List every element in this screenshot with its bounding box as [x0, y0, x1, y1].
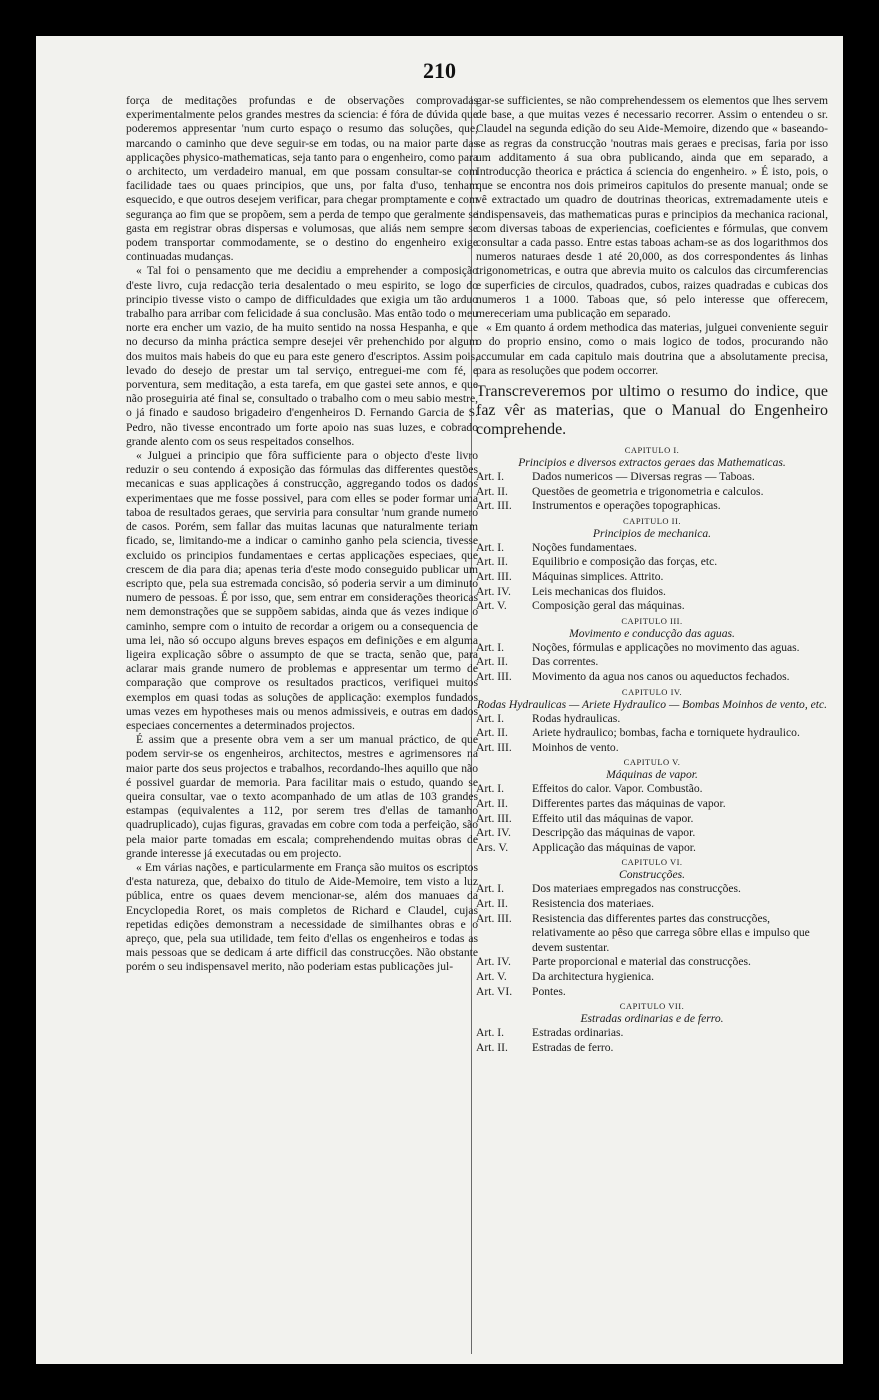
article-number: Art. II.: [476, 896, 508, 910]
article-number: Art. II.: [476, 796, 508, 810]
article-text: Effeito util das máquinas de vapor.: [532, 811, 694, 825]
article-text: Effeitos do calor. Vapor. Combustão.: [532, 782, 703, 796]
article-number: Art. I.: [476, 782, 505, 796]
article-entry: [476, 841, 828, 856]
paragraph: gar-se sufficientes, se não comprehendessem os elementos que lhes servem de base, a que muitas vezes é necessario recorrer. Assim o entendeu o sr. Claudel na segunda edição do seu Aide-Memoire, dizendo que « baseando-se as regras da construcção 'noutras mais geraes e precisas, faria por isso um additamento á sua obra publicando, ainda que em separado, a Introducção theorica e práctica á sciencia do engenheiro. » É isto, pois, o que se encontra nos dois primeiros capitulos do presente manual; onde se vê extractado um quadro de doutrinas theoricas, extremadamente uteis e indispensaveis, das mathematicas puras e principios da mechanica racional, com diversas taboas de experiencias, coeficientes e fórmulas, que convem consultar a cada passo. Entre estas taboas acham-se as dos logarithmos dos numeros naturaes desde 1 até 20,000, as dos correspondentes ás linhas trigonometricas, e outra que abrevia muito os calculos das circumferencias e superficies de circulos, quadrados, cubos, raizes quadradas e cubicas dos numeros 1 a 1000. Taboas que, só pelo interesse que offerecem, mereceriam uma publicação em separado.: [476, 94, 828, 321]
article-number: Art. II.: [476, 655, 508, 669]
article-text: Máquinas simplices. Attrito.: [532, 570, 664, 584]
article-entry: [476, 655, 828, 670]
article-number: Art. V.: [476, 599, 507, 613]
chapter-block: [476, 687, 828, 756]
right-paragraphs: [476, 94, 828, 378]
article-number: Ars. V.: [476, 840, 509, 854]
article-number: Art. IV.: [476, 584, 511, 598]
article-entry: [476, 985, 828, 1000]
chapter-label: CAPITULO I.: [624, 445, 680, 456]
chapter-block: [476, 616, 828, 685]
chapter-title: Movimento e conducção das aguas.: [569, 626, 735, 640]
article-text: Dados numericos — Diversas regras — Taboas.: [532, 470, 755, 484]
article-number: Art. III.: [476, 740, 512, 754]
article-entry: [476, 670, 828, 685]
article-text: Resistencia das differentes partes das construcções, relativamente ao pêso que carrega sôbre ellas e impulso que devem sustentar.: [532, 911, 810, 954]
article-text: Descripção das máquinas de vapor.: [532, 826, 696, 840]
article-text: Dos materiaes empregados nas construcções.: [532, 882, 741, 896]
article-number: Art. VI.: [476, 984, 513, 998]
paragraph: « Julguei a principio que fôra sufficiente para o objecto d'este livro reduzir o seu contendo á exposição das fórmulas das differentes questões mecanicas e suas applicações á construcção, aggregando todos os dados experimentaes que me fosse possivel, para com elles se poder formar uma taboa de resultados geraes, que serviria para consultar 'num grande numero de casos. Porém, sem fallar das muitas lacunas que naturalmente teriam ficado, se, limitando-me a indicar o caminho ganho pela sciencia, tivesse excluido os principios fundamentaes e certas applicações especiaes, que crescem de dia para dia; apenas teria d'este modo conseguido publicar um escripto que, pela sua estremada concisão, só poderia servir a um diminuto numero de pessoas. É por isso, que, sem entrar em considerações theoricas nem demonstrações que se suppõem sabidas, ainda que ás vezes indique o caminho, sempre com o intuito de recordar a origem ou a consequencia de uma lei, não só occupo alguns breves espaços em definições e em alguma ligeira explicação sôbre o assumpto de que se tracta, senão que, para aclarar mais grande numero de problemas e appresentar um termo de comparação que comprove os resultados practicos, verifiquei muitos exemplos em quasi todas as soluções de applicação: exemplos fundados umas vezes em hypotheses mais ou menos admissiveis, e outras em dados especiaes concernentes a determinados projectos.: [126, 449, 478, 732]
article-number: Art. I.: [476, 1026, 505, 1040]
paragraph: « Em quanto á ordem methodica das materias, julguei conveniente seguir o do proprio ensino, como o mais logico de todos, procurando não accumular em cada capitulo mais doutrina que a absolutamente precisa, para as resoluções que podem occorrer.: [476, 321, 828, 377]
article-number: Art. III.: [476, 499, 512, 513]
article-number: Art. II.: [476, 726, 508, 740]
right-column: [476, 94, 828, 1055]
chapter-title: Construcções.: [618, 868, 685, 882]
article-entry: [476, 712, 828, 727]
article-text: Composição geral das máquinas.: [532, 599, 685, 613]
article-entry: [476, 897, 828, 912]
article-number: Art. III.: [476, 811, 512, 825]
article-text: Equilibrio e composição das forças, etc.: [532, 555, 718, 569]
article-number: Art. II.: [476, 555, 508, 569]
article-number: Art. I.: [476, 540, 505, 554]
article-entry: [476, 955, 828, 970]
article-entry: [476, 499, 828, 514]
article-entry: [476, 882, 828, 897]
article-entry: [476, 470, 828, 485]
chapter-block: [476, 857, 828, 999]
chapter-title: Rodas Hydraulicas — Ariete Hydraulico — Bombas Moinhos de vento, etc.: [476, 697, 828, 711]
chapter-label: CAPITULO VII.: [619, 1001, 685, 1012]
article-number: Art. III.: [476, 570, 512, 584]
article-entry: [476, 797, 828, 812]
article-text: Das correntes.: [532, 655, 599, 669]
article-text: Ariete hydraulico; bombas, facha e torniquete hydraulico.: [532, 726, 800, 740]
article-number: Art. I.: [476, 882, 505, 896]
article-text: Applicação das máquinas de vapor.: [532, 840, 696, 854]
article-entry: [476, 570, 828, 585]
article-text: Pontes.: [532, 984, 566, 998]
chapter-block: [476, 445, 828, 514]
paragraph: força de meditações profundas e de observações comprovadas experimentalmente pelos grandes mestres da sciencia: é fóra de dúvida que poderemos appresentar 'num curto espaço o resumo das soluções, que, marcando o caminho que deve seguir-se em todas, ou na maior parte das applicações physico-mathematicas, seja tanto para o engenheiro, como para o architecto, um verdadeiro manual, em que possam consultar-se com facilidade taes ou quaes principios, que uns, por falta d'uso, tenham esquecido, e que outros desejem verificar, para chegar promptamente e com segurança ao fim que se propõem, sem a perda de tempo que geralmente se gasta em registrar obras dispersas e volumosas, que aliás nem sempre se podem transportar commodamente, se o destino do engenheiro exige continuadas mudanças.: [126, 94, 478, 264]
book-page: [36, 36, 843, 1364]
article-text: Movimento da agua nos canos ou aqueductos fechados.: [532, 670, 790, 683]
article-entry: [476, 812, 828, 827]
paragraph: « Em várias nações, e particularmente em França são muitos os escriptos d'esta natureza, que, debaixo do titulo de Aide-Memoire, tem visto a luz pública, entre os quaes devem mencionar-se, além dos manuaes da Encyclopedia Roret, os mais completos de Richard e Claudel, cujas repetidas edições demonstram a necessidade de similhantes obras e o apreço, que, pela sua utilidade, tem feito d'ellas os engenheiros e todas as mais pessoas que se dedicam á arte difficil das construcções. Não obstante porém o seu indispensavel merito, não poderiam estas publicações jul-: [126, 860, 478, 974]
article-entry: [476, 970, 828, 985]
chapter-title: Principios de mechanica.: [592, 526, 712, 540]
article-number: Art. I.: [476, 470, 505, 484]
chapter-block: [476, 516, 828, 614]
article-text: Parte proporcional e material das construcções.: [532, 955, 751, 969]
article-entry: [476, 485, 828, 500]
article-number: Art. III.: [476, 670, 512, 683]
article-text: Resistencia dos materiaes.: [532, 896, 655, 910]
chapter-title: Estradas ordinarias e de ferro.: [580, 1012, 724, 1026]
article-entry: [476, 555, 828, 570]
left-column: [126, 94, 478, 975]
paragraph: É assim que a presente obra vem a ser um manual práctico, de que podem servir-se os engenheiros, architectos, mestres e agrimensores na maior parte dos seus projectos e trabalhos, recordando-lhes aquillo que não é possivel guardar de memoria. Para facilitar mais o estudo, quando se queira consultar, vae o texto acompanhado de um atlas de 103 grandes estampas (equivalentes a 112, por serem tres d'ellas de tamanho quadruplicado), cujas figuras, gravadas em cobre com toda a perfeição, são pela maior parte tomadas em escala; comprehendendo muitas obras de grande interesse já executadas ou em projecto.: [126, 733, 478, 860]
article-number: Art. I.: [476, 640, 505, 654]
chapter-block: [476, 757, 828, 855]
article-entry: [476, 1026, 828, 1041]
article-text: Noções, fórmulas e applicações no movimento das aguas.: [532, 640, 800, 654]
article-entry: [476, 726, 828, 741]
article-entry: [476, 641, 828, 656]
paragraph: « Tal foi o pensamento que me decidiu a emprehender a composição d'este livro, cuja redacção teria desalentado o meu espirito, se logo do principio tivesse visto o campo de difficuldades que exigia um tão arduo trabalho para arribar com felicidade á sua conclusão. Mas então todo o meu norte era encher um vazio, de ha muito sentido na nossa Hespanha, e que no decurso da minha práctica sempre desejei vêr prehenchido por algum dos muitos mais habeis do que eu para este genero d'escriptos. Assim pois, levado do desejo de prestar um tal serviço, entreguei-me com fé, e porventura, sem meditação, a esta tarefa, em que gastei sete annos, e que não proseguiria até final se, consultado o trabalho com o meu sabio mestre, o já finado e saudoso brigadeiro d'engenheiros D. Fernando Garcia de S. Pedro, não tivesse encontrado um forte apoio nas suas luzes, e cobrado grande alento com os seus respeitados conselhos.: [126, 264, 478, 448]
article-text: Noções fundamentaes.: [532, 540, 637, 554]
article-text: Leis mechanicas dos fluidos.: [532, 584, 666, 598]
chapter-title: Principios e diversos extractos geraes das Mathematicas.: [518, 456, 786, 470]
article-number: Art. II.: [476, 484, 508, 498]
article-text: Questões de geometria e trigonometria e calculos.: [532, 484, 764, 498]
article-entry: [476, 826, 828, 841]
article-text: Moinhos de vento.: [532, 740, 619, 754]
article-text: Instrumentos e operações topographicas.: [532, 499, 721, 513]
article-text: Estradas ordinarias.: [532, 1026, 624, 1040]
article-entry: [476, 741, 828, 756]
article-entry: [476, 782, 828, 797]
index-intro-heading: Transcreveremos por ultimo o resumo do indice, que faz vêr as materias, que o Manual do Engenheiro comprehende.: [476, 383, 828, 439]
article-number: Art. IV.: [476, 955, 511, 969]
article-entry: [476, 541, 828, 556]
chapter-index: [476, 445, 828, 1055]
chapter-title: Máquinas de vapor.: [606, 768, 698, 782]
chapter-block: [476, 1001, 828, 1055]
article-number: Art. IV.: [476, 826, 511, 840]
chapter-label: CAPITULO V.: [623, 757, 681, 768]
article-number: Art. I.: [476, 711, 505, 725]
article-number: Art. III.: [476, 911, 512, 925]
article-number: Art. II.: [476, 1040, 508, 1054]
article-entry: [476, 599, 828, 614]
article-entry: [476, 585, 828, 600]
article-number: Art. V.: [476, 969, 507, 983]
article-text: Differentes partes das máquinas de vapor.: [532, 796, 726, 810]
article-entry: [476, 1041, 828, 1056]
article-text: Da architectura hygienica.: [532, 969, 654, 983]
article-entry: [476, 912, 828, 956]
article-text: Rodas hydraulicas.: [532, 711, 621, 725]
article-text: Estradas de ferro.: [532, 1040, 614, 1054]
chapter-label: CAPITULO IV.: [621, 686, 683, 697]
chapter-label: CAPITULO II.: [623, 515, 681, 526]
chapter-label: CAPITULO VI.: [621, 857, 683, 868]
chapter-label: CAPITULO III.: [621, 615, 683, 626]
page-number: 210: [423, 58, 456, 83]
